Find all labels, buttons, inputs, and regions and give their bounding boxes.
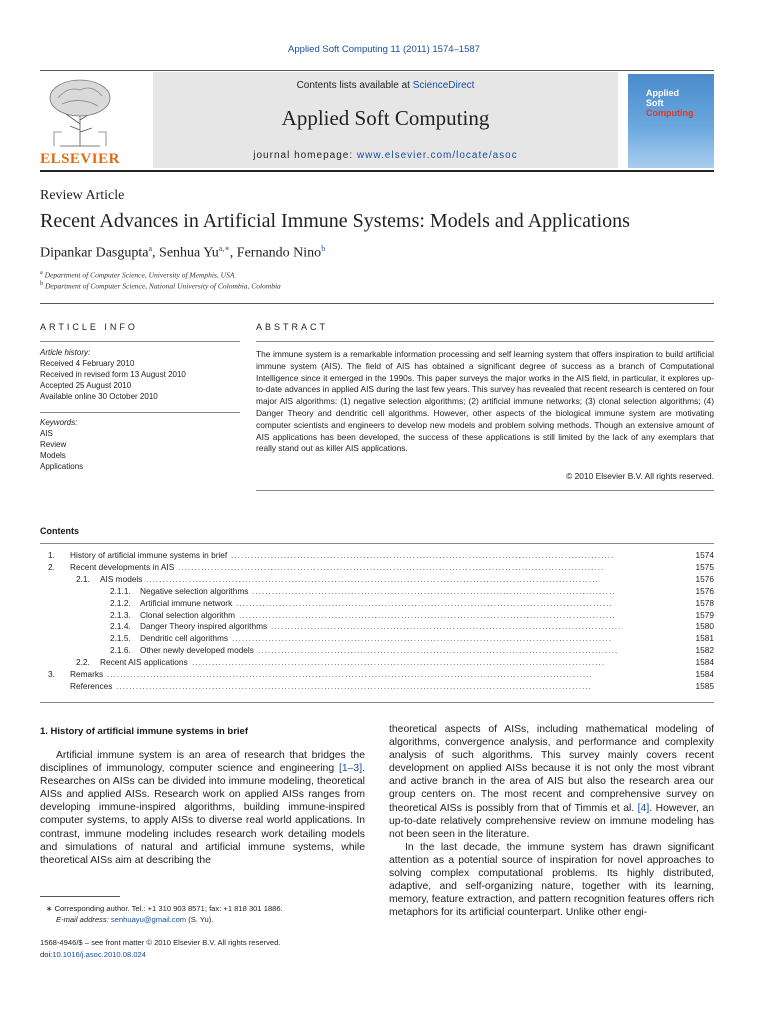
- journal-homepage: [153, 150, 618, 161]
- keyword: AIS: [40, 429, 53, 438]
- toc-number: 2.1.2.: [110, 597, 131, 608]
- email-link[interactable]: senhuayu@gmail.com: [110, 915, 187, 924]
- toc-entry[interactable]: [40, 632, 714, 644]
- toc-page-number[interactable]: 1582: [695, 645, 714, 656]
- header-top-rule: [40, 70, 714, 71]
- toc-leader-dots: ..............................................................................................................: [252, 585, 616, 596]
- doi-link[interactable]: 10.1016/j.asoc.2010.08.024: [52, 950, 146, 959]
- right-column: [389, 723, 714, 919]
- body-paragraph: [389, 723, 714, 841]
- history-label: Article history:: [40, 348, 91, 357]
- toc-page-number[interactable]: 1574: [695, 550, 714, 560]
- author-affil-mark[interactable]: b: [321, 244, 326, 253]
- cover-word-soft: Soft: [646, 98, 664, 108]
- affiliation: [40, 280, 281, 291]
- title-block-rule: [40, 303, 714, 304]
- history-item: Available online 30 October 2010: [40, 392, 158, 401]
- toc-title[interactable]: Other newly developed models: [140, 645, 254, 656]
- toc-leader-dots: .............................................................................................................................: [192, 657, 606, 668]
- toc-number: 2.1.1.: [110, 585, 131, 596]
- contents-heading: Contents: [40, 526, 79, 536]
- body-paragraph: In the last decade, the immune system has drawn significant attention as a potential source of inspiration for novel approaches to solving complex computational problems. Its highly distributed, adaptive, and self-organizing nature, together with its learning, memory, feature extraction, and pattern recognition features offers rich metaphors for its artificial counterpart. Unlike other engi-: [389, 841, 714, 919]
- toc-title[interactable]: Clonal selection algorithm: [140, 609, 236, 620]
- body-text: theoretical aspects of AISs, including mathematical modeling of algorithms, convergence analysis, and performance and complexity analysis of such algorithms. This survey mainly covers recent development on applied AISs because it is not only the most vibrant and active branch in the area of AIS but also the research area our group centers on. The most recent and comprehensive survey on theoretical AISs is possibly from that of Timmis et al.: [389, 724, 714, 814]
- journal-title: Applied Soft Computing: [281, 106, 490, 130]
- keywords-block: [40, 417, 240, 472]
- toc-entry[interactable]: [40, 597, 714, 609]
- contents-prefix: Contents lists available at: [296, 80, 413, 91]
- author-affil-mark[interactable]: a: [148, 244, 153, 253]
- toc-entry[interactable]: [40, 585, 714, 597]
- body-text: . Researches on AISs can be divided into immune modeling, theoretical AISs and applied AISs. Research work on applied AISs ranges from developing immune-inspired algorithms, building immune-inspired computer systems, to apply AISs to diverse real world applications. In contrast, immune modeling includes research work detailing models and simulations of natural and artificial immune systems, while theoretical AISs aim at describing the: [40, 763, 365, 866]
- toc-page-number[interactable]: 1576: [695, 585, 714, 596]
- sciencedirect-link[interactable]: ScienceDirect: [412, 80, 475, 91]
- left-column: [40, 749, 365, 867]
- toc-leader-dots: .........................................................................................................................................: [146, 573, 599, 584]
- corresponding-author-note: ∗ Corresponding author. Tel.: +1 310 903 8571; fax: +1 818 301 1886.: [46, 904, 283, 913]
- cover-title: [646, 88, 694, 118]
- elsevier-tree-icon: [40, 74, 120, 152]
- toc-leader-dots: ...................................................................................................................: [232, 633, 613, 644]
- author-affil-mark[interactable]: a,∗: [218, 244, 230, 253]
- email-label: E-mail address:: [56, 915, 111, 924]
- toc-entry[interactable]: [40, 561, 714, 573]
- toc-page-number[interactable]: 1581: [695, 633, 714, 644]
- journal-citation[interactable]: Applied Soft Computing 11 (2011) 1574–1587: [288, 44, 480, 55]
- toc-page-number[interactable]: 1579: [695, 609, 714, 620]
- article-title: Recent Advances in Artificial Immune Systems: Models and Applications: [40, 210, 630, 232]
- toc-entry[interactable]: [40, 549, 714, 561]
- article-type: Review Article: [40, 188, 125, 203]
- author-list: Dipankar Dasgupta$^a$, Senhua $Yu^{a,∗}$, Fernando Nino$^b$: [40, 244, 326, 261]
- article-info-rule: [40, 341, 240, 342]
- toc-leader-dots: ..................................................................................................................: [236, 597, 613, 608]
- toc-page-number[interactable]: 1585: [695, 680, 714, 691]
- history-item: Received 4 February 2010: [40, 359, 135, 368]
- affiliation: [40, 269, 234, 280]
- toc-number: 2.2.: [76, 657, 90, 668]
- abstract-text: The immune system is a remarkable information processing and self learning system that offers inspiration to build artificial immune system (AIS). The field of AIS has obtained a significant degree of success as a branch of Computational Intelligence since it emerged in the 1990s. This paper surveys the major works in the AIS field, in particular, it explores up-to-date advances in applied AIS during the last few years. This survey has revealed that recent research is centered on four major AIS algorithms: (1) negative selection algorithms; (2) artificial immune networks; (3) clonal selection algorithms; (4) Danger Theory and dendritic cell algorithms. However, other aspects of the biological immune system are motivating computer scientists and engineers to develop new models and problem solving methods. Though an extensive amount of AIS applications has been developed, the success of these applications is still limited by the lack of any exemplars that really stand out as killer AIS applications.: [256, 349, 714, 454]
- toc-leader-dots: ...................................................................................................................................................: [107, 669, 593, 679]
- toc-title[interactable]: Recent AIS applications: [100, 657, 188, 668]
- abstract-top-rule: [256, 341, 714, 342]
- keyword: Models: [40, 451, 66, 460]
- toc-leader-dots: ....................................................................................................................: [231, 550, 615, 560]
- journal-cover-thumbnail: [628, 74, 714, 168]
- toc-entry[interactable]: [40, 644, 714, 656]
- elsevier-logo: [40, 74, 140, 170]
- affiliation-mark: a: [40, 269, 43, 276]
- toc-number: 2.1.4.: [110, 621, 131, 632]
- toc-leader-dots: .................................................................................................................................: [178, 561, 605, 572]
- issn-line: 1568-4946/$ – see front matter © 2010 Elsevier B.V. All rights reserved.: [40, 938, 281, 947]
- cover-word-applied: Applied: [646, 88, 679, 98]
- section-heading: 1. History of artificial immune systems in brief: [40, 726, 249, 737]
- article-info-heading: ARTICLE INFO: [40, 322, 138, 332]
- affiliation-text: Department of Computer Science, University of Memphis, USA: [44, 270, 235, 280]
- toc-page-number[interactable]: 1584: [695, 657, 714, 668]
- email-note: [56, 914, 213, 925]
- toc-page-number[interactable]: 1580: [695, 621, 714, 632]
- toc-leader-dots: .............................................................................................................: [258, 645, 619, 656]
- toc-entry[interactable]: [40, 609, 714, 621]
- header-bottom-rule: [40, 170, 714, 172]
- author-name[interactable]: Senhua Yu: [159, 245, 219, 261]
- toc-title[interactable]: Recent developments in AIS: [70, 561, 175, 572]
- toc-leader-dots: ................................................................................................................................................: [116, 680, 592, 691]
- toc-page-number[interactable]: 1576: [695, 573, 714, 584]
- contents-top-rule: [40, 543, 714, 544]
- toc-number: 3.: [48, 669, 55, 679]
- toc-page-number[interactable]: 1575: [695, 561, 714, 572]
- abstract-heading: ABSTRACT: [256, 322, 329, 332]
- author-name[interactable]: Dipankar Dasgupta: [40, 245, 149, 261]
- toc-title[interactable]: Dendritic cell algorithms: [140, 633, 229, 644]
- toc-title[interactable]: History of artificial immune systems in brief: [70, 550, 228, 560]
- citation-link[interactable]: [1–3]: [338, 763, 363, 775]
- toc-entry[interactable]: [40, 573, 714, 585]
- citation-link[interactable]: [4]: [637, 802, 650, 814]
- toc-entry[interactable]: [40, 680, 714, 692]
- body-text: Artificial immune system is an area of research that bridges the disciplines of immunology, computer science and engineering: [40, 750, 365, 775]
- body-paragraph: [40, 749, 365, 867]
- keyword: Review: [40, 440, 67, 449]
- abstract-copyright: © 2010 Elsevier B.V. All rights reserved.: [566, 471, 714, 481]
- toc-number: 2.: [48, 561, 55, 572]
- toc-title[interactable]: Artificial immune network: [140, 597, 233, 608]
- email-suffix: (S. Yu).: [186, 915, 214, 924]
- toc-title[interactable]: References: [70, 680, 113, 691]
- author-name[interactable]: Fernando Nino: [236, 245, 322, 261]
- doi-line: [40, 949, 146, 960]
- toc-leader-dots: ..........................................................................................................: [271, 621, 622, 632]
- doi-label: doi:: [40, 950, 53, 959]
- toc-entry[interactable]: [40, 656, 714, 668]
- contents-bottom-rule: [40, 702, 714, 703]
- toc-title[interactable]: Remarks: [70, 669, 104, 679]
- keywords-label: Keywords:: [40, 418, 78, 427]
- homepage-prefix: journal homepage:: [253, 150, 357, 161]
- toc-number: 2.1.3.: [110, 609, 131, 620]
- keyword: Applications: [40, 462, 84, 471]
- history-item: Accepted 25 August 2010: [40, 381, 132, 390]
- toc-title[interactable]: AIS models: [100, 573, 143, 584]
- cover-word-computing: Computing: [646, 108, 694, 118]
- abstract-bottom-rule: [256, 490, 714, 491]
- affiliation-mark: b: [40, 280, 44, 287]
- footnote-rule: [40, 896, 120, 897]
- body-text: . However, an up-to-date relatively comprehensive review on immune modeling has not been seen in the literature.: [389, 802, 714, 840]
- elsevier-wordmark: ELSEVIER: [40, 151, 120, 167]
- toc-number: 1.: [48, 550, 55, 560]
- toc-entry[interactable]: [40, 620, 714, 632]
- toc-title[interactable]: Danger Theory inspired algorithms: [140, 621, 268, 632]
- homepage-link[interactable]: www.elsevier.com/locate/asoc: [356, 150, 518, 161]
- toc-entry[interactable]: [40, 668, 714, 680]
- toc-page-number[interactable]: 1578: [695, 597, 714, 608]
- toc-title[interactable]: Negative selection algorithms: [140, 585, 249, 596]
- toc-number: 2.1.: [76, 573, 90, 584]
- toc-number: 2.1.6.: [110, 645, 131, 656]
- affiliation-text: Department of Computer Science, National University of Colombia, Colombia: [45, 281, 281, 291]
- toc-number: 2.1.5.: [110, 633, 131, 644]
- article-history: [40, 347, 240, 402]
- toc-leader-dots: ..................................................................................................................: [239, 609, 616, 620]
- contents-available: [153, 80, 618, 91]
- toc-page-number[interactable]: 1584: [695, 669, 714, 679]
- keywords-rule: [40, 412, 240, 413]
- history-item: Received in revised form 13 August 2010: [40, 370, 186, 379]
